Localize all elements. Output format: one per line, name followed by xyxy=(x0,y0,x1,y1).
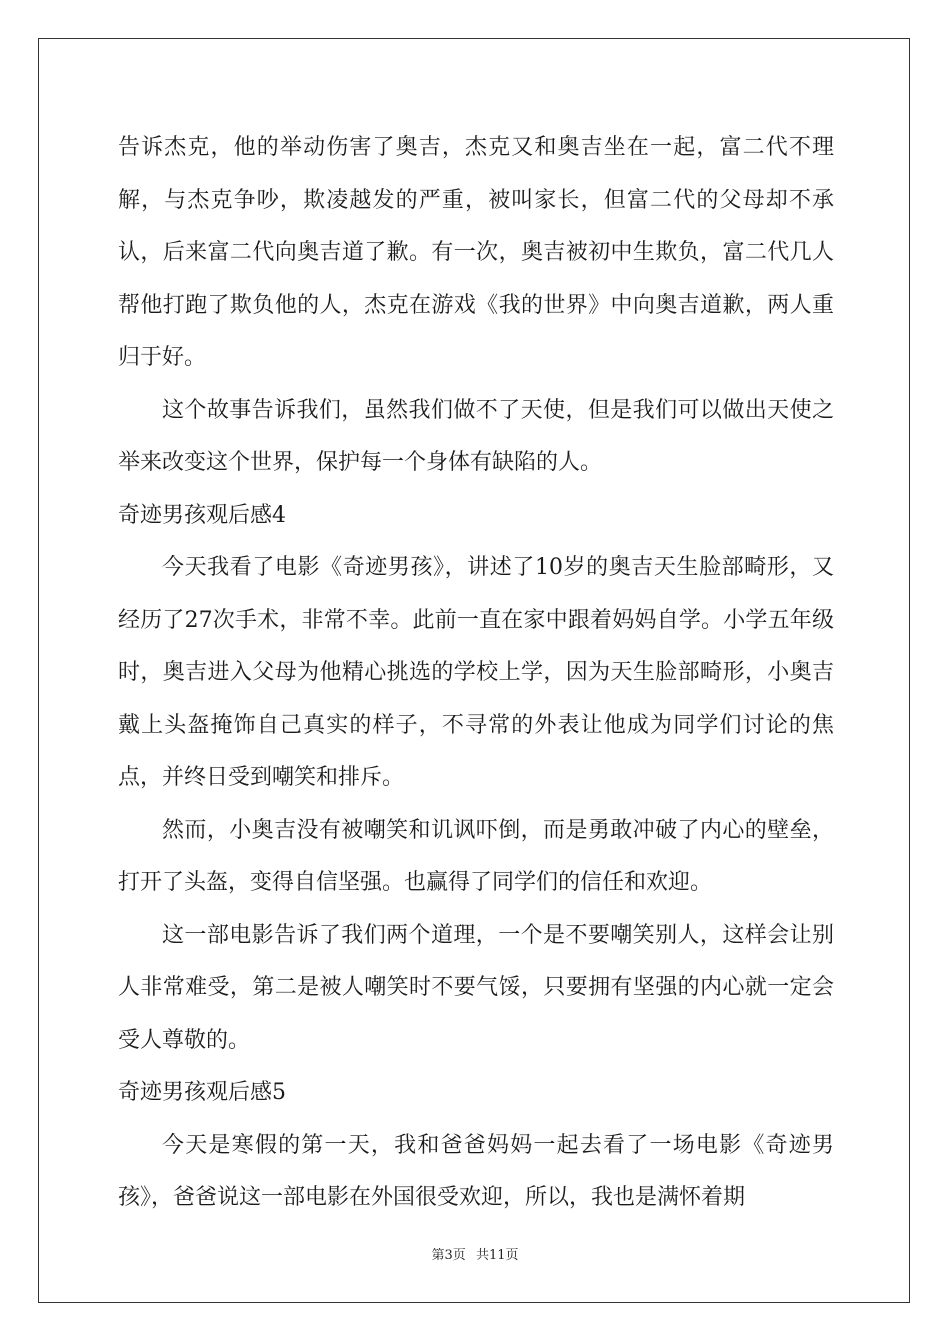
section-heading-5: 奇迹男孩观后感5 xyxy=(118,1080,286,1105)
paragraph-4: 然而，小奥吉没有被嘲笑和讥讽吓倒，而是勇敢冲破了内心的壁垒，打开了头盔，变得自信坚强。也赢得了同学们的信任和欢迎。 xyxy=(118,817,834,895)
paragraph-6: 今天是寒假的第一天，我和爸爸妈妈一起去看了一场电影《奇迹男孩》，爸爸说这一部电影在外国很受欢迎，所以，我也是满怀着期 xyxy=(118,1132,834,1210)
paragraph-2: 这个故事告诉我们，虽然我们做不了天使，但是我们可以做出天使之举来改变这个世界，保护每一个身体有缺陷的人。 xyxy=(118,397,834,475)
paragraph-1: 告诉杰克，他的举动伤害了奥吉，杰克又和奥吉坐在一起，富二代不理解，与杰克争吵，欺凌越发的严重，被叫家长，但富二代的父母却不承认，后来富二代向奥吉道了歉。有一次，奥吉被初中生欺负，富二代几人帮他打跑了欺负他的人，杰克在游戏《我的世界》中向奥吉道歉，两人重归于好。 xyxy=(118,135,834,370)
paragraph-3: 今天我看了电影《奇迹男孩》，讲述了10岁的奥吉天生脸部畸形，又经历了27次手术，非常不幸。此前一直在家中跟着妈妈自学。小学五年级时，奥吉进入父母为他精心挑选的学校上学，因为天生脸部畸形，小奥吉戴上头盔掩饰自己真实的样子，不寻常的外表让他成为同学们讨论的焦点，并终日受到嘲笑和排斥。 xyxy=(118,555,834,790)
section-heading-4: 奇迹男孩观后感4 xyxy=(118,502,286,528)
page-footer xyxy=(0,1244,950,1263)
page-total: 共11页 xyxy=(475,1248,519,1263)
page-number: 第3页 xyxy=(431,1248,466,1263)
paragraph-5: 这一部电影告诉了我们两个道理，一个是不要嘲笑别人，这样会让别人非常难受，第二是被人嘲笑时不要气馁，只要拥有坚强的内心就一定会受人尊敬的。 xyxy=(118,922,834,1053)
document-body xyxy=(118,122,834,1225)
